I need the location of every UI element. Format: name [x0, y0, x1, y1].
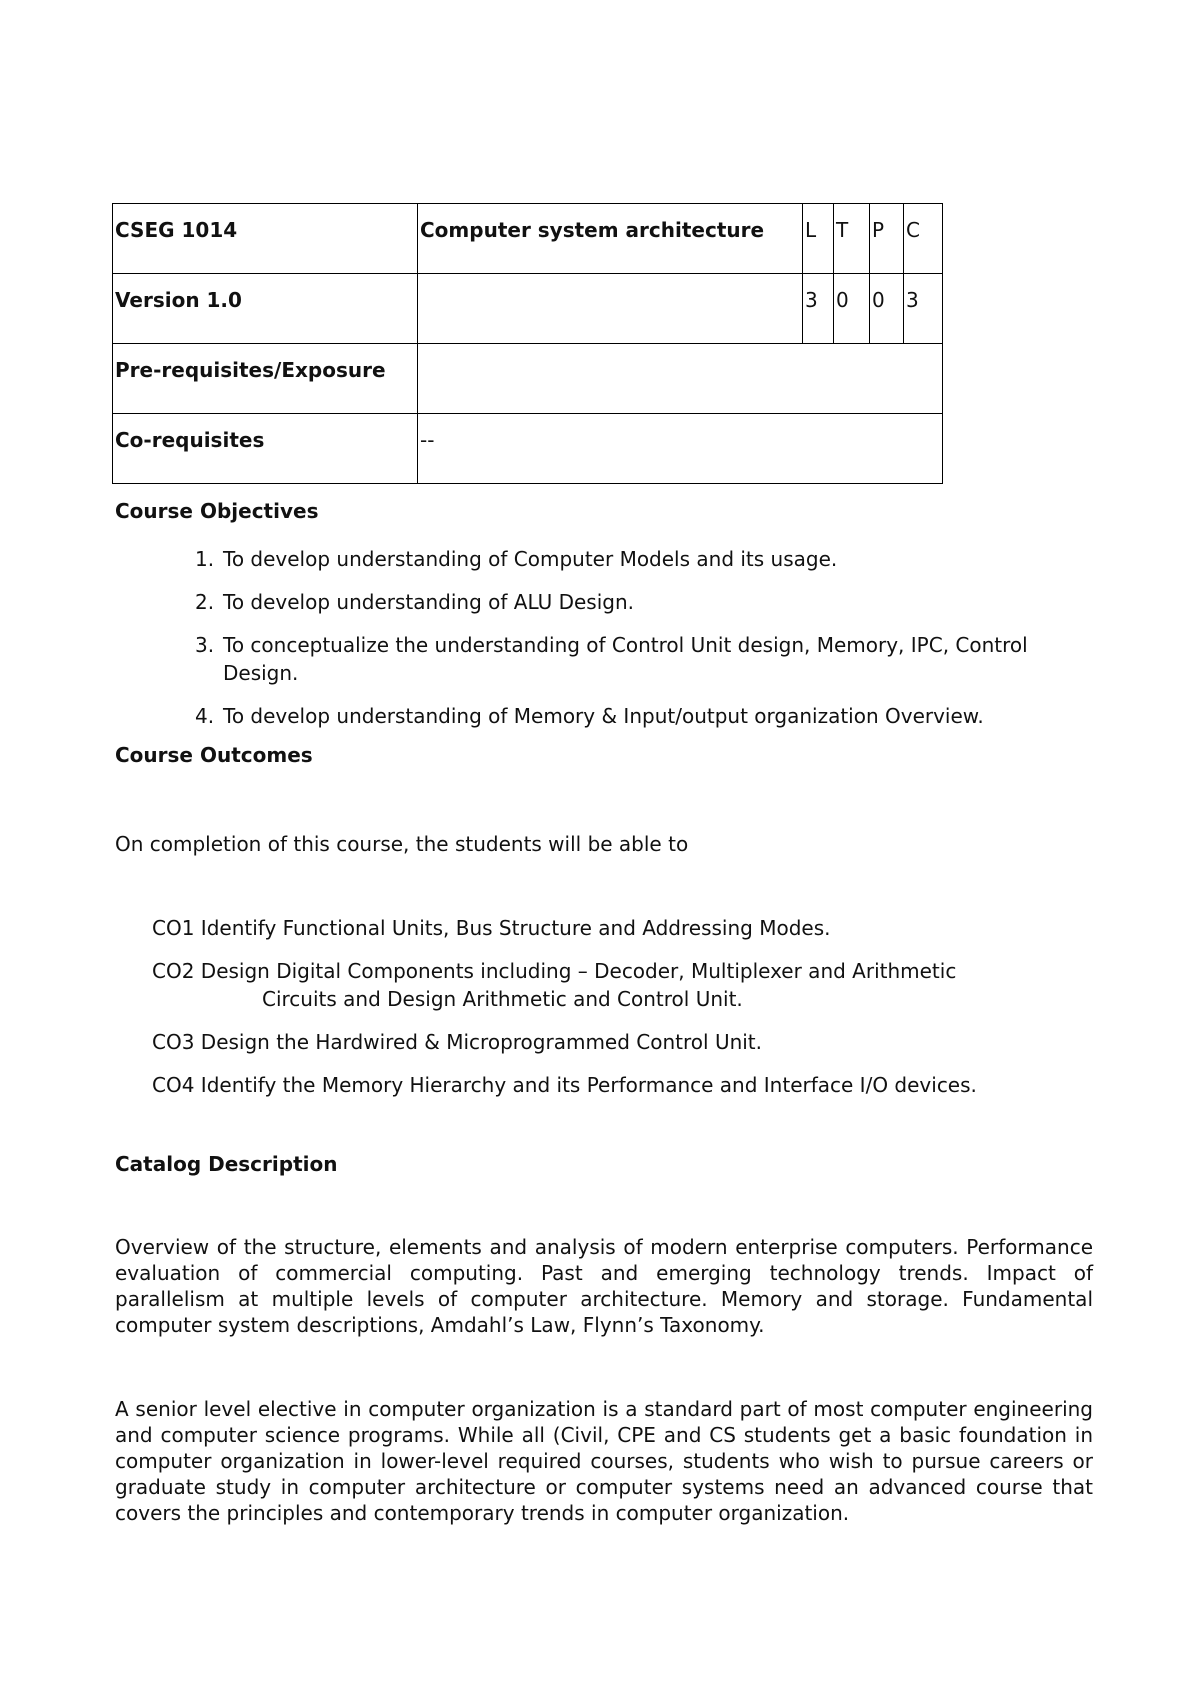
table-row	[113, 414, 943, 484]
outcome-text: CO3 Design the Hardwired & Microprogrammed Control Unit.	[152, 1030, 763, 1054]
outcome-text: CO4 Identify the Memory Hierarchy and its Performance and Interface I/O devices.	[152, 1073, 977, 1097]
course-code: CSEG 1014	[113, 204, 418, 274]
list-item	[195, 702, 1095, 730]
list-item	[152, 914, 1052, 942]
table-row	[113, 344, 943, 414]
list-item	[195, 631, 1095, 687]
outcome-continuation: Circuits and Design Arithmetic and Control Unit.	[262, 987, 743, 1011]
catalog-paragraph-1: Overview of the structure, elements and analysis of modern enterprise computers. Performance evaluation of commercial computing. Past and emerging technology trends. Impact of parallelism at multiple levels of computer architecture. Memory and storage. Fundamental computer system descriptions, Amdahl’s Law, Flynn’s Taxonomy.	[115, 1235, 1093, 1337]
ltpc-header-t: T	[834, 204, 870, 274]
catalog-description-heading: Catalog Description	[115, 1152, 338, 1176]
ltpc-value-l: 3	[803, 274, 834, 344]
course-outcomes-heading: Course Outcomes	[115, 743, 313, 767]
outcomes-list	[152, 914, 1052, 1114]
ltpc-value-c: 3	[904, 274, 943, 344]
list-item	[152, 957, 1052, 1013]
version-value	[418, 274, 803, 344]
table-row	[113, 204, 943, 274]
item-number: 3.	[195, 633, 215, 657]
objectives-list	[195, 545, 1095, 745]
list-item	[195, 588, 1095, 616]
course-info-table	[112, 203, 943, 484]
table-row	[113, 274, 943, 344]
list-item	[195, 545, 1095, 573]
corequisites-label: Co-requisites	[113, 414, 418, 484]
item-number: 4.	[195, 704, 215, 728]
prerequisites-value	[418, 344, 943, 414]
item-number: 1.	[195, 547, 215, 571]
corequisites-value: --	[418, 414, 943, 484]
outcome-text: CO2 Design Digital Components including – Decoder, Multiplexer and Arithmetic	[152, 959, 957, 983]
list-item	[152, 1028, 1052, 1056]
item-number: 2.	[195, 590, 215, 614]
course-title: Computer system architecture	[418, 204, 803, 274]
version-label: Version 1.0	[113, 274, 418, 344]
course-objectives-heading: Course Objectives	[115, 499, 319, 523]
outcome-text: CO1 Identify Functional Units, Bus Structure and Addressing Modes.	[152, 916, 831, 940]
ltpc-value-t: 0	[834, 274, 870, 344]
catalog-paragraph-2: A senior level elective in computer organization is a standard part of most computer engineering and computer science programs. While all (Civil, CPE and CS students get a basic foundation in computer organization in lower-level required courses, students who wish to pursue careers or graduate study in computer architecture or computer systems need an advanced course that covers the principles and contemporary trends in computer organization.	[115, 1397, 1093, 1525]
item-text: To develop understanding of Computer Models and its usage.	[223, 547, 838, 571]
ltpc-header-l: L	[803, 204, 834, 274]
item-text: To conceptualize the understanding of Control Unit design, Memory, IPC, Control Design.	[223, 633, 1028, 685]
ltpc-header-p: P	[870, 204, 904, 274]
item-text: To develop understanding of Memory & Input/output organization Overview.	[223, 704, 984, 728]
item-text: To develop understanding of ALU Design.	[223, 590, 635, 614]
list-item	[152, 1071, 1052, 1099]
outcomes-intro: On completion of this course, the students will be able to	[115, 832, 689, 856]
prerequisites-label: Pre-requisites/Exposure	[113, 344, 418, 414]
ltpc-header-c: C	[904, 204, 943, 274]
ltpc-value-p: 0	[870, 274, 904, 344]
